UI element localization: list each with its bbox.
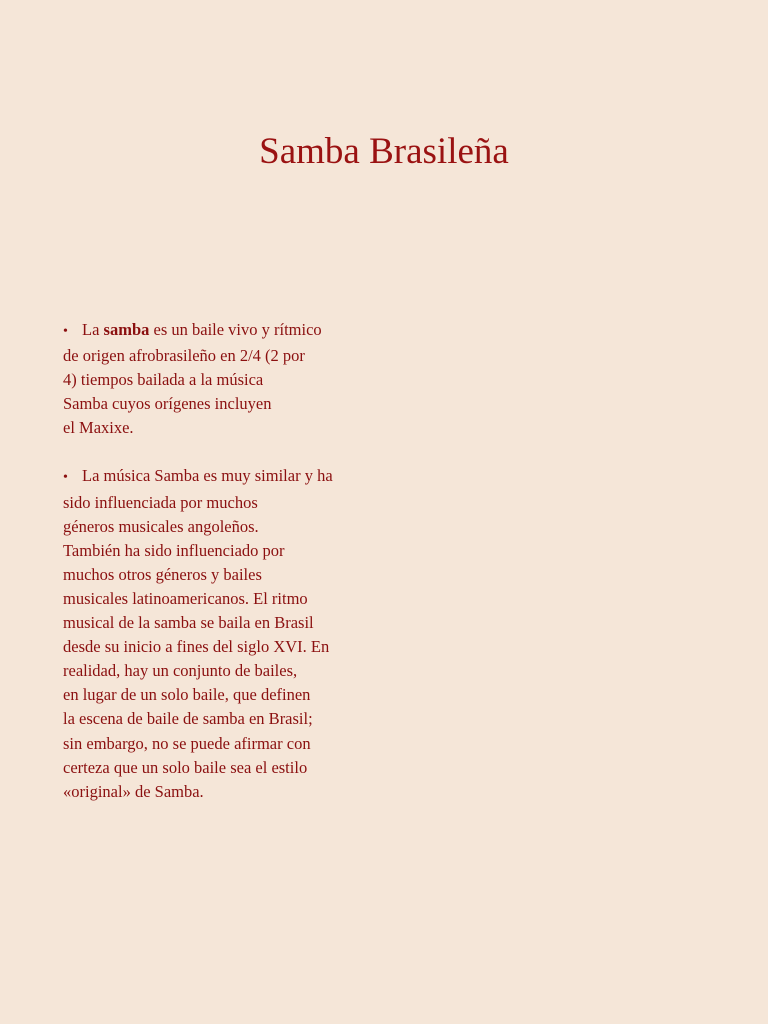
paragraph-line: sido influenciada por muchos	[63, 492, 258, 512]
bold-term: samba	[103, 320, 150, 339]
paragraph-line	[63, 318, 423, 344]
document-body	[63, 318, 423, 828]
paragraph-line: certeza que un solo baile sea el estilo	[63, 757, 308, 777]
paragraph-line: Samba cuyos orígenes incluyen	[63, 394, 272, 414]
paragraph-2	[63, 464, 423, 803]
paragraph-lead: La	[82, 320, 104, 339]
paragraph-line: muchos otros géneros y bailes	[63, 564, 262, 584]
paragraph-line: sin embargo, no se puede afirmar con	[63, 733, 311, 753]
page-title: Samba Brasileña	[259, 131, 509, 172]
bullet-icon: •	[63, 470, 68, 486]
paragraph-line: la escena de baile de samba en Brasil;	[63, 709, 313, 729]
paragraph-line: en lugar de un solo baile, que definen	[63, 685, 311, 705]
paragraph-line: También ha sido influenciado por	[63, 540, 285, 560]
paragraph-line: de origen afrobrasileño en 2/4 (2 por	[63, 346, 305, 366]
paragraph-line: 4) tiempos bailada a la música	[63, 370, 264, 390]
paragraph-1	[63, 318, 423, 440]
bullet-icon: •	[63, 324, 68, 339]
paragraph-line: «original» de Samba.	[63, 781, 204, 801]
paragraph-line: musicales latinoamericanos. El ritmo	[63, 588, 308, 608]
paragraph-line: realidad, hay un conjunto de bailes,	[63, 661, 298, 681]
paragraph-text: La música Samba es muy similar y ha	[82, 466, 333, 486]
paragraph-line	[63, 464, 423, 490]
paragraph-line: desde su inicio a fines del siglo XVI. En	[63, 637, 330, 657]
paragraph-line: musical de la samba se baila en Brasil	[63, 613, 314, 633]
paragraph-line: géneros musicales angoleños.	[63, 516, 259, 536]
paragraph-line: el Maxixe.	[63, 418, 134, 438]
paragraph-text: es un baile vivo y rítmico	[149, 320, 322, 339]
